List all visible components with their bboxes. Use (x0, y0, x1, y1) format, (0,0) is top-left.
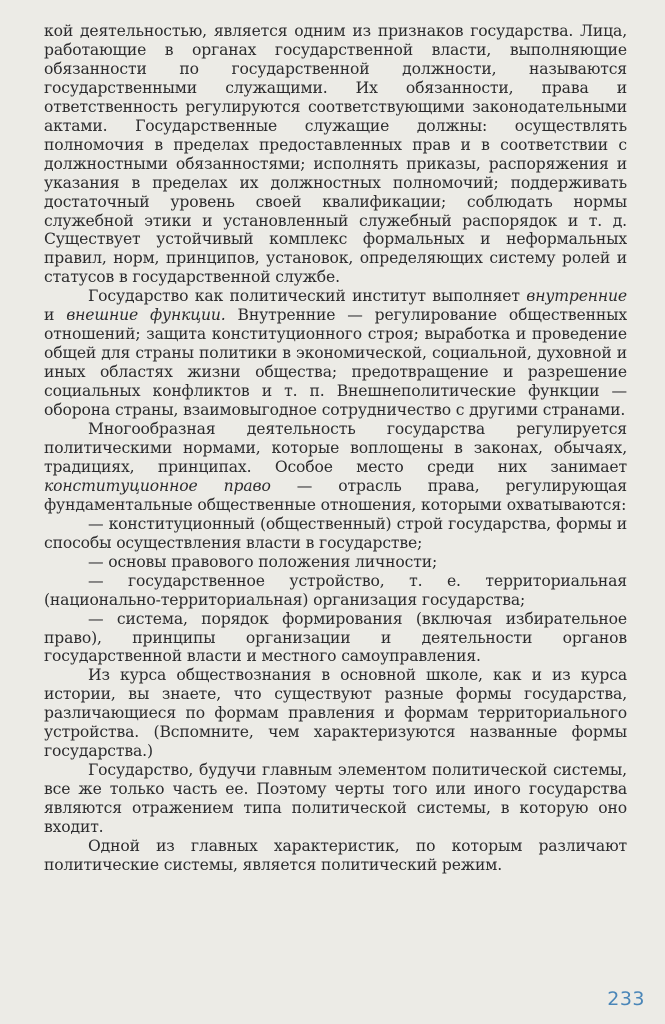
text-run: — отрасль права, регулирующая фундаментальные общественные отношения, которыми охватываются: (44, 476, 627, 514)
text-run: — основы правового положения личности; (88, 552, 438, 571)
paragraph (44, 610, 627, 667)
page-number: 233 (607, 988, 645, 1010)
text-run: Государство, будучи главным элементом политической системы, все же только часть ее. Поэтому черты того или иного государства являются отражением типа политической системы, в которую оно входит. (44, 761, 627, 837)
text-run: — конституционный (общественный) строй государства, формы и способы осуществления власти в государстве; (44, 514, 627, 552)
paragraph (44, 515, 627, 553)
paragraph (44, 420, 627, 515)
paragraph (44, 761, 627, 837)
text-run: — государственное устройство, т. е. территориальная (национально-территориальная) организация государства; (44, 571, 627, 609)
paragraph (44, 553, 627, 572)
paragraph (44, 572, 627, 610)
italic-term: внутренние (526, 287, 627, 306)
paragraph (44, 22, 627, 287)
text-run: Одной из главных характеристик, по которым различают политические системы, является политический режим. (44, 836, 627, 874)
text-run: Многообразная деятельность государства регулируется политическими нормами, которые воплощены в законах, обычаях, традициях, принципах. Особое место среди них занимает (44, 420, 627, 476)
paragraph (44, 837, 627, 875)
text-run: Внутренние — регулирование общественных отношений; защита конституционного строя; выработка и проведение общей для страны политики в экономической, социальной, духовной и иных областях жизни общества; предотвращение и разрешение социальных конфликтов и т. п. Внешнеполитические функции — оборона страны, взаимовыгодное сотрудничество с другими странами. (44, 306, 627, 420)
text-run: и (44, 306, 67, 325)
text-run: — система, порядок формирования (включая избирательное право), принципы организации и деятельности органов государственной власти и местного самоуправления. (44, 609, 627, 666)
text-run: кой деятельностью, является одним из признаков государства. Лица, работающие в органах государственной власти, выполняющие обязанности по государственной должности, называются государственными служащими. Их обязанности, права и ответственность регулируются соответствующими законодательными актами. Государственные служащие должны: осуществлять полномочия в пределах предоставленных прав и в соответствии с должностными обязанностями; исполнять приказы, распоряжения и указания в пределах их должностных полномочий; поддерживать достаточный уровень своей квалификации; соблюдать нормы служебной этики и установленный служебный распорядок и т. д. Существует устойчивый комплекс формальных и неформальных правил, норм, принципов, установок, определяющих систему ролей и статусов в государственной службе. (44, 22, 627, 287)
paragraph (44, 666, 627, 761)
italic-term: конституционное право (44, 476, 271, 495)
body-text (44, 22, 627, 875)
italic-term: внешние функции. (66, 306, 226, 325)
paragraph (44, 287, 627, 420)
text-run: Государство как политический институт выполняет (88, 287, 527, 306)
text-run: Из курса обществознания в основной школе, как и из курса истории, вы знаете, что существуют разные формы государства, различающиеся по формам правления и формам территориального устройства. (Вспомните, чем характеризуются названные формы государства.) (44, 666, 627, 761)
